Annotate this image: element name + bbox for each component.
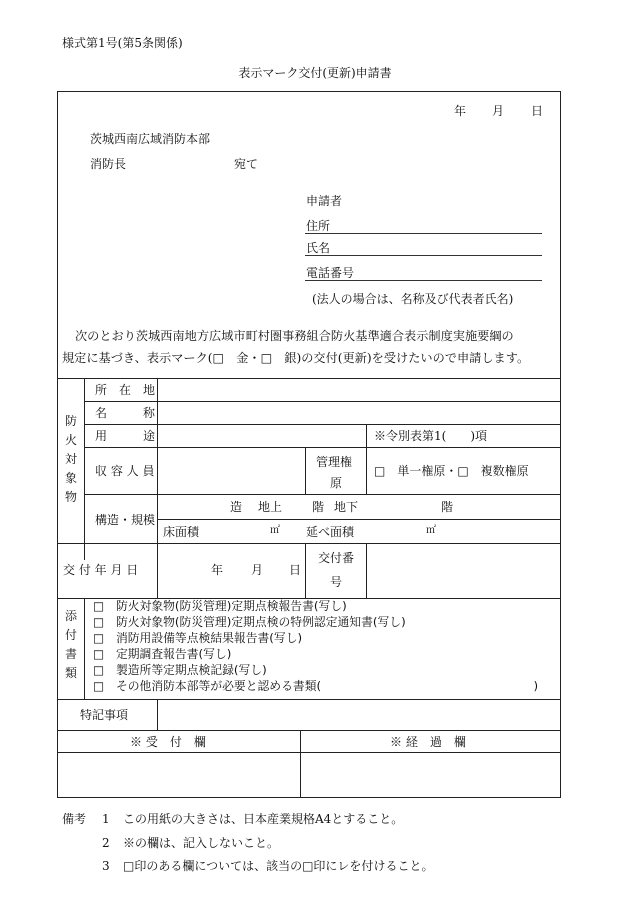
- applicant-phone-field[interactable]: [305, 280, 542, 281]
- note-number: 2: [102, 836, 110, 850]
- mgmt-label-1: 管理権: [316, 455, 353, 469]
- note-number: 3: [102, 859, 110, 873]
- struct-floor-above: 階: [312, 500, 325, 514]
- target-side-label: 防 火 対 象 物: [64, 414, 77, 504]
- attachments-side-label: 添 付 書 類: [64, 609, 77, 680]
- date-month: 月: [492, 104, 505, 118]
- note-text: ※の欄は、記入しないこと。: [123, 836, 280, 850]
- issue-date-label: 交 付 年 月 日: [63, 563, 139, 577]
- special-label: 特記事項: [80, 708, 129, 722]
- total-area-label: 延べ面積: [306, 525, 355, 539]
- applicant-name-field[interactable]: [305, 255, 542, 256]
- mgmt-label-2: 原: [330, 476, 343, 490]
- addressee-org: 茨城西南広域消防本部: [90, 132, 211, 146]
- applicant-name-label: 氏名: [306, 241, 331, 255]
- name-label: 名 称: [95, 406, 156, 420]
- form-number: 様式第1号(第5条関係): [62, 36, 183, 50]
- date-day: 日: [531, 104, 544, 118]
- struct-floor-below: 階: [441, 500, 454, 514]
- capacity-label: 収 容 人 員: [95, 464, 155, 478]
- statement-line-1: 次のとおり茨城西南地方広域市町村圏事務組合防火基準適合表示制度実施要綱の: [75, 329, 514, 343]
- total-area-unit: ㎡: [426, 525, 436, 536]
- issue-day: 日: [289, 563, 302, 577]
- struct-below: 地下: [334, 500, 359, 514]
- notes-prefix: 備考: [62, 812, 87, 826]
- attachment-item[interactable]: □ その他消防本部等が必要と認める書類( ): [93, 679, 539, 693]
- note-text: この用紙の大きさは、日本産業規格A4とすること。: [123, 812, 404, 826]
- progress-label: ※ 経 過 欄: [390, 735, 466, 749]
- attachment-item[interactable]: □ 防火対象物(防災管理)定期点検の特例認定通知書(写し): [93, 615, 406, 629]
- applicant-address-field[interactable]: [305, 233, 542, 234]
- note-number: 1: [102, 812, 110, 826]
- issue-year: 年: [211, 563, 224, 577]
- issue-number-label-2: 号: [330, 575, 343, 589]
- addressee-chief: 消防長: [90, 157, 127, 171]
- floor-area-unit: ㎡: [270, 525, 280, 536]
- struct-above: 地上: [258, 500, 283, 514]
- attachment-item[interactable]: □ 定期調査報告書(写し): [93, 647, 232, 661]
- location-label: 所 在 地: [95, 383, 156, 397]
- attachment-item[interactable]: □ 消防用設備等点検結果報告書(写し): [93, 631, 303, 645]
- use-label: 用 途: [95, 429, 156, 443]
- issue-month: 月: [251, 563, 264, 577]
- attachment-item[interactable]: □ 製造所等定期点検記録(写し): [93, 663, 267, 677]
- applicant-label: 申請者: [306, 194, 343, 208]
- note-text: □印のある欄については、該当の□印にレを付けること。: [123, 859, 434, 873]
- floor-area-label: 床面積: [163, 525, 200, 539]
- applicant-phone-label: 電話番号: [306, 266, 355, 280]
- issue-number-label-1: 交付番: [318, 551, 355, 565]
- attachment-item[interactable]: □ 防火対象物(防災管理)定期点検報告書(写し): [93, 599, 347, 613]
- applicant-address-label: 住所: [306, 219, 331, 233]
- statement-line-2: 規定に基づき、表示マーク(□ 金・□ 銀)の交付(更新)を受けたいので申請します。: [62, 351, 530, 365]
- date-year: 年: [454, 104, 467, 118]
- use-note: ※令別表第1( )項: [374, 429, 487, 443]
- applicant-note: (法人の場合は、名称及び代表者氏名): [312, 292, 514, 306]
- struct-zo: 造: [230, 500, 243, 514]
- structure-label: 構造・規模: [95, 513, 156, 527]
- addressee-ate: 宛て: [234, 157, 259, 171]
- reception-label: ※ 受 付 欄: [130, 735, 206, 749]
- mgmt-options[interactable]: □ 単一権原・□ 複数権原: [374, 464, 529, 478]
- form-title: 表示マーク交付(更新)申請書: [238, 66, 392, 80]
